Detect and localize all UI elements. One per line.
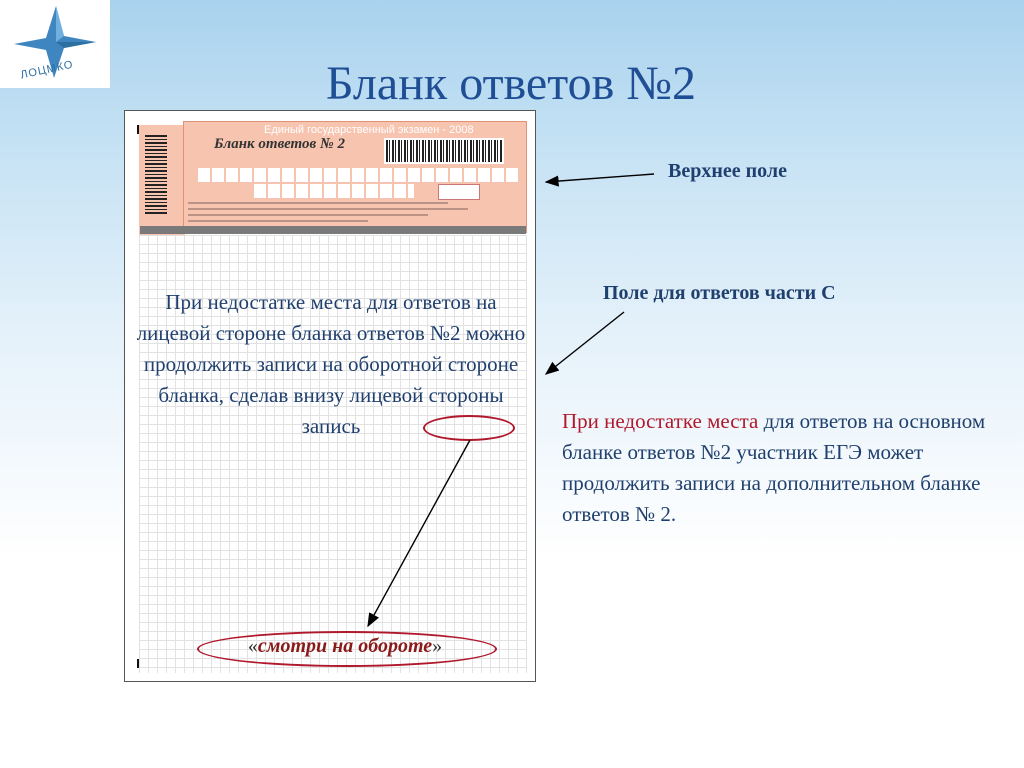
header-input-boxes [254, 184, 414, 198]
sheet-number-box [438, 184, 480, 200]
star-logo-icon [0, 0, 110, 88]
header-text-line [188, 220, 368, 222]
info-rest: для ответов на основном бланке ответов №2 участник ЕГЭ может продолжить записи на дополнительном бланке ответов № 2. [562, 409, 986, 526]
slide-title: Бланк ответов №2 [326, 57, 697, 110]
info-text [562, 406, 1002, 530]
horizontal-barcode [384, 138, 504, 164]
arrow-answers-c [546, 312, 624, 374]
header-text-line [188, 208, 468, 210]
form-note: При недостатке места для ответов на лицевой стороне бланка ответов №2 можно продолжить записи на оборотной стороне бланка, сделав внизу лицевой стороны запись [136, 290, 526, 438]
highlight-oval [423, 415, 515, 441]
header-warning-strip [140, 226, 526, 234]
open-quote: « [247, 635, 258, 657]
close-quote: » [432, 635, 443, 657]
form-header-left [139, 125, 185, 235]
arrow-top-field [546, 174, 654, 182]
logo-text: ЛОЦМКО [19, 58, 75, 82]
info-highlight: При недостатке места [562, 409, 759, 433]
header-text-line [188, 214, 428, 216]
see-reverse-text: смотри на обороте [257, 635, 433, 657]
answer-form-image [124, 110, 536, 682]
form-name: Бланк ответов № 2 [214, 136, 345, 152]
see-reverse-note [195, 635, 495, 658]
vertical-barcode [145, 135, 167, 215]
label-top-field: Верхнее поле [668, 160, 787, 182]
logo [0, 0, 110, 88]
header-text-line [188, 202, 448, 204]
exam-title: Единый государственный экзамен - 2008 [264, 124, 474, 136]
form-header [183, 121, 527, 233]
label-answers-c: Поле для ответов части С [603, 282, 836, 304]
header-input-boxes [198, 168, 518, 182]
